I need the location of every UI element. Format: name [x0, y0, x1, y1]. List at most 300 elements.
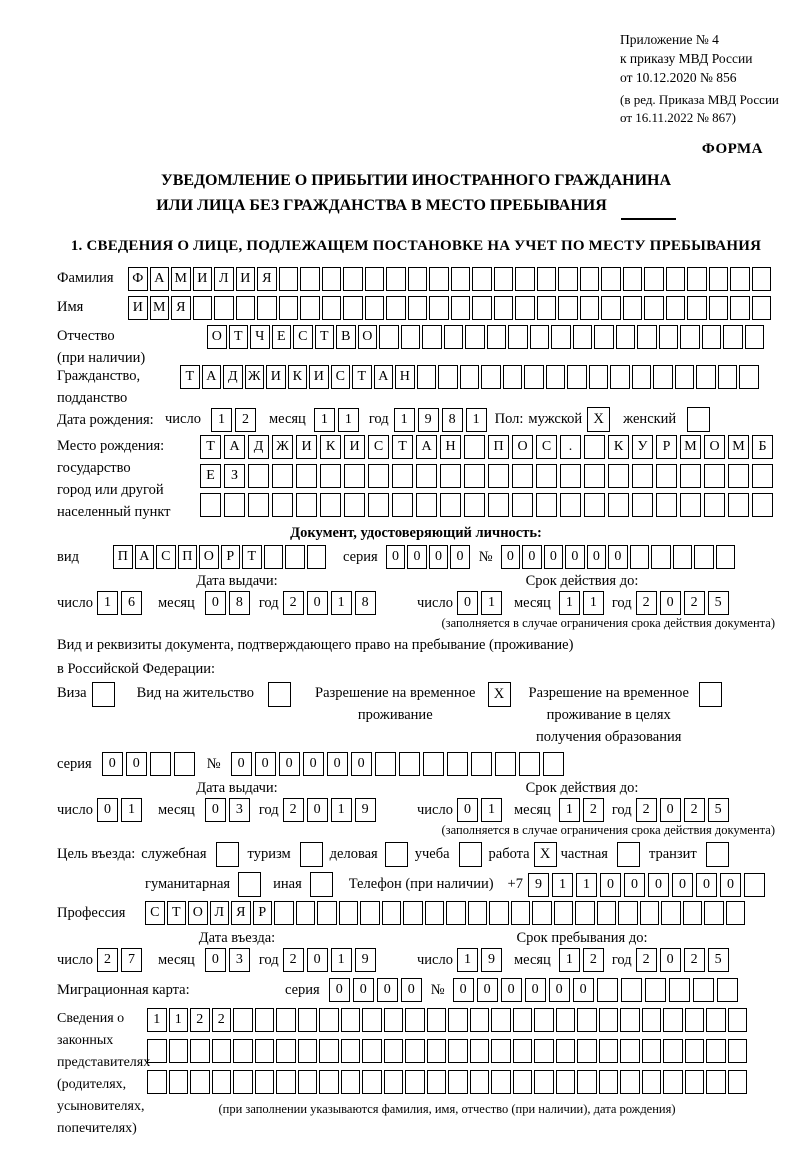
- char-cell[interactable]: [147, 1070, 167, 1094]
- char-cell[interactable]: М: [728, 435, 749, 459]
- char-cell[interactable]: [513, 1008, 533, 1032]
- char-cell[interactable]: [416, 493, 437, 517]
- char-cell[interactable]: 0: [327, 752, 348, 776]
- char-cell[interactable]: [491, 1008, 511, 1032]
- char-cell[interactable]: [599, 1008, 619, 1032]
- char-cell[interactable]: [440, 464, 461, 488]
- char-cell[interactable]: [365, 267, 385, 291]
- char-cell[interactable]: [730, 267, 750, 291]
- char-cell[interactable]: 1: [211, 408, 232, 432]
- char-cell[interactable]: [706, 1070, 726, 1094]
- char-cell[interactable]: [300, 267, 320, 291]
- char-cell[interactable]: 0: [353, 978, 374, 1002]
- char-cell[interactable]: Т: [352, 365, 372, 389]
- char-cell[interactable]: [401, 325, 421, 349]
- char-cell[interactable]: Н: [440, 435, 461, 459]
- gender-female-checkbox[interactable]: [687, 407, 710, 432]
- char-cell[interactable]: [429, 296, 449, 320]
- char-cell[interactable]: [460, 365, 480, 389]
- char-cell[interactable]: [706, 1039, 726, 1063]
- char-cell[interactable]: [339, 901, 359, 925]
- char-cell[interactable]: 0: [205, 948, 226, 972]
- char-cell[interactable]: [343, 267, 363, 291]
- char-cell[interactable]: [726, 901, 746, 925]
- char-cell[interactable]: [644, 267, 664, 291]
- char-cell[interactable]: [511, 901, 531, 925]
- char-cell[interactable]: Е: [200, 464, 221, 488]
- purpose-chastnaya-checkbox[interactable]: [617, 842, 640, 867]
- char-cell[interactable]: [399, 752, 420, 776]
- char-cell[interactable]: З: [224, 464, 245, 488]
- char-cell[interactable]: 2: [97, 948, 118, 972]
- char-cell[interactable]: [752, 296, 772, 320]
- char-cell[interactable]: [601, 267, 621, 291]
- char-cell[interactable]: 5: [708, 798, 729, 822]
- char-cell[interactable]: Т: [315, 325, 335, 349]
- char-cell[interactable]: 1: [559, 591, 580, 615]
- char-cell[interactable]: [673, 545, 693, 569]
- char-cell[interactable]: 0: [660, 591, 681, 615]
- purpose-rabota-checkbox[interactable]: X: [534, 842, 557, 867]
- char-cell[interactable]: [448, 1008, 468, 1032]
- char-cell[interactable]: [693, 978, 714, 1002]
- char-cell[interactable]: [279, 267, 299, 291]
- char-cell[interactable]: [429, 267, 449, 291]
- char-cell[interactable]: [620, 1070, 640, 1094]
- char-cell[interactable]: [379, 325, 399, 349]
- char-cell[interactable]: [669, 978, 690, 1002]
- char-cell[interactable]: [546, 365, 566, 389]
- char-cell[interactable]: [274, 901, 294, 925]
- char-cell[interactable]: [704, 464, 725, 488]
- char-cell[interactable]: [536, 464, 557, 488]
- char-cell[interactable]: [320, 464, 341, 488]
- char-cell[interactable]: [515, 267, 535, 291]
- char-cell[interactable]: [307, 545, 327, 569]
- char-cell[interactable]: [702, 325, 722, 349]
- char-cell[interactable]: [745, 325, 765, 349]
- char-cell[interactable]: [642, 1039, 662, 1063]
- char-cell[interactable]: У: [632, 435, 653, 459]
- char-cell[interactable]: [362, 1070, 382, 1094]
- char-cell[interactable]: .: [560, 435, 581, 459]
- char-cell[interactable]: [489, 901, 509, 925]
- char-cell[interactable]: [632, 365, 652, 389]
- char-cell[interactable]: К: [608, 435, 629, 459]
- purpose-inaya-checkbox[interactable]: [310, 872, 333, 897]
- char-cell[interactable]: [577, 1039, 597, 1063]
- char-cell[interactable]: [279, 296, 299, 320]
- char-cell[interactable]: [554, 901, 574, 925]
- char-cell[interactable]: [169, 1070, 189, 1094]
- char-cell[interactable]: [298, 1039, 318, 1063]
- char-cell[interactable]: А: [135, 545, 155, 569]
- char-cell[interactable]: [488, 493, 509, 517]
- char-cell[interactable]: 0: [407, 545, 427, 569]
- char-cell[interactable]: [637, 325, 657, 349]
- temp-residence-edu-checkbox[interactable]: [699, 682, 722, 707]
- char-cell[interactable]: 2: [636, 591, 657, 615]
- char-cell[interactable]: П: [488, 435, 509, 459]
- char-cell[interactable]: 2: [684, 948, 705, 972]
- char-cell[interactable]: [580, 267, 600, 291]
- char-cell[interactable]: [472, 296, 492, 320]
- char-cell[interactable]: М: [171, 267, 191, 291]
- char-cell[interactable]: 0: [351, 752, 372, 776]
- char-cell[interactable]: В: [336, 325, 356, 349]
- char-cell[interactable]: 0: [386, 545, 406, 569]
- char-cell[interactable]: 8: [355, 591, 376, 615]
- char-cell[interactable]: [470, 1070, 490, 1094]
- char-cell[interactable]: К: [320, 435, 341, 459]
- purpose-sluzhebnaya-checkbox[interactable]: [216, 842, 239, 867]
- char-cell[interactable]: [169, 1039, 189, 1063]
- char-cell[interactable]: [341, 1008, 361, 1032]
- char-cell[interactable]: [556, 1070, 576, 1094]
- char-cell[interactable]: [645, 978, 666, 1002]
- char-cell[interactable]: [448, 1070, 468, 1094]
- char-cell[interactable]: Ч: [250, 325, 270, 349]
- char-cell[interactable]: [392, 464, 413, 488]
- char-cell[interactable]: [416, 464, 437, 488]
- char-cell[interactable]: [405, 1039, 425, 1063]
- char-cell[interactable]: К: [288, 365, 308, 389]
- char-cell[interactable]: [233, 1070, 253, 1094]
- char-cell[interactable]: 0: [102, 752, 123, 776]
- char-cell[interactable]: [365, 296, 385, 320]
- char-cell[interactable]: [610, 365, 630, 389]
- char-cell[interactable]: И: [193, 267, 213, 291]
- char-cell[interactable]: [599, 1070, 619, 1094]
- char-cell[interactable]: [447, 752, 468, 776]
- char-cell[interactable]: [642, 1008, 662, 1032]
- char-cell[interactable]: [451, 296, 471, 320]
- char-cell[interactable]: [597, 978, 618, 1002]
- char-cell[interactable]: 2: [212, 1008, 232, 1032]
- char-cell[interactable]: 2: [636, 948, 657, 972]
- char-cell[interactable]: 2: [684, 591, 705, 615]
- char-cell[interactable]: С: [331, 365, 351, 389]
- char-cell[interactable]: [620, 1008, 640, 1032]
- char-cell[interactable]: [621, 978, 642, 1002]
- char-cell[interactable]: [343, 296, 363, 320]
- char-cell[interactable]: 0: [231, 752, 252, 776]
- char-cell[interactable]: [644, 296, 664, 320]
- char-cell[interactable]: 1: [331, 948, 352, 972]
- char-cell[interactable]: [706, 1008, 726, 1032]
- char-cell[interactable]: [264, 545, 284, 569]
- char-cell[interactable]: О: [704, 435, 725, 459]
- char-cell[interactable]: [368, 464, 389, 488]
- char-cell[interactable]: [704, 901, 724, 925]
- char-cell[interactable]: 2: [283, 591, 304, 615]
- char-cell[interactable]: 3: [229, 798, 250, 822]
- char-cell[interactable]: [573, 325, 593, 349]
- char-cell[interactable]: [513, 1070, 533, 1094]
- char-cell[interactable]: [200, 493, 221, 517]
- char-cell[interactable]: [405, 1070, 425, 1094]
- char-cell[interactable]: [427, 1039, 447, 1063]
- char-cell[interactable]: 2: [190, 1008, 210, 1032]
- char-cell[interactable]: [451, 267, 471, 291]
- char-cell[interactable]: [685, 1008, 705, 1032]
- char-cell[interactable]: [470, 1039, 490, 1063]
- char-cell[interactable]: [709, 296, 729, 320]
- char-cell[interactable]: 1: [97, 591, 118, 615]
- char-cell[interactable]: [470, 1008, 490, 1032]
- char-cell[interactable]: 0: [501, 978, 522, 1002]
- char-cell[interactable]: [717, 978, 738, 1002]
- char-cell[interactable]: [656, 493, 677, 517]
- char-cell[interactable]: [248, 464, 269, 488]
- char-cell[interactable]: 0: [544, 545, 564, 569]
- char-cell[interactable]: [752, 267, 772, 291]
- char-cell[interactable]: Т: [242, 545, 262, 569]
- char-cell[interactable]: [386, 296, 406, 320]
- temp-residence-checkbox[interactable]: X: [488, 682, 511, 707]
- char-cell[interactable]: [680, 464, 701, 488]
- gender-male-checkbox[interactable]: X: [587, 407, 610, 432]
- char-cell[interactable]: Т: [392, 435, 413, 459]
- char-cell[interactable]: 0: [450, 545, 470, 569]
- char-cell[interactable]: [341, 1039, 361, 1063]
- char-cell[interactable]: [190, 1070, 210, 1094]
- char-cell[interactable]: [663, 1008, 683, 1032]
- char-cell[interactable]: [620, 1039, 640, 1063]
- char-cell[interactable]: [212, 1070, 232, 1094]
- char-cell[interactable]: 0: [522, 545, 542, 569]
- char-cell[interactable]: [487, 325, 507, 349]
- char-cell[interactable]: Ф: [128, 267, 148, 291]
- char-cell[interactable]: С: [293, 325, 313, 349]
- char-cell[interactable]: [663, 1070, 683, 1094]
- char-cell[interactable]: 0: [549, 978, 570, 1002]
- char-cell[interactable]: 1: [481, 798, 502, 822]
- char-cell[interactable]: [728, 493, 749, 517]
- char-cell[interactable]: [601, 296, 621, 320]
- char-cell[interactable]: [744, 873, 765, 897]
- char-cell[interactable]: [494, 267, 514, 291]
- char-cell[interactable]: 0: [648, 873, 669, 897]
- char-cell[interactable]: 0: [205, 798, 226, 822]
- char-cell[interactable]: Е: [272, 325, 292, 349]
- char-cell[interactable]: [276, 1039, 296, 1063]
- char-cell[interactable]: [556, 1008, 576, 1032]
- char-cell[interactable]: [319, 1039, 339, 1063]
- char-cell[interactable]: [515, 296, 535, 320]
- char-cell[interactable]: 0: [279, 752, 300, 776]
- char-cell[interactable]: О: [207, 325, 227, 349]
- char-cell[interactable]: [494, 296, 514, 320]
- char-cell[interactable]: 0: [501, 545, 521, 569]
- char-cell[interactable]: [704, 493, 725, 517]
- char-cell[interactable]: [577, 1070, 597, 1094]
- char-cell[interactable]: [257, 296, 277, 320]
- char-cell[interactable]: [150, 752, 171, 776]
- char-cell[interactable]: [675, 365, 695, 389]
- char-cell[interactable]: 1: [576, 873, 597, 897]
- char-cell[interactable]: [730, 296, 750, 320]
- char-cell[interactable]: Т: [180, 365, 200, 389]
- char-cell[interactable]: [512, 493, 533, 517]
- char-cell[interactable]: 0: [126, 752, 147, 776]
- char-cell[interactable]: [584, 493, 605, 517]
- char-cell[interactable]: [319, 1008, 339, 1032]
- char-cell[interactable]: 2: [583, 948, 604, 972]
- char-cell[interactable]: [651, 545, 671, 569]
- char-cell[interactable]: [661, 901, 681, 925]
- char-cell[interactable]: [728, 1070, 748, 1094]
- char-cell[interactable]: [344, 464, 365, 488]
- char-cell[interactable]: 0: [457, 591, 478, 615]
- char-cell[interactable]: [519, 752, 540, 776]
- char-cell[interactable]: [298, 1070, 318, 1094]
- char-cell[interactable]: [536, 493, 557, 517]
- char-cell[interactable]: О: [188, 901, 208, 925]
- char-cell[interactable]: 5: [708, 948, 729, 972]
- char-cell[interactable]: А: [150, 267, 170, 291]
- char-cell[interactable]: 0: [573, 978, 594, 1002]
- char-cell[interactable]: 0: [97, 798, 118, 822]
- char-cell[interactable]: Я: [171, 296, 191, 320]
- char-cell[interactable]: Л: [210, 901, 230, 925]
- char-cell[interactable]: А: [416, 435, 437, 459]
- char-cell[interactable]: [272, 464, 293, 488]
- char-cell[interactable]: 0: [453, 978, 474, 1002]
- char-cell[interactable]: Ж: [272, 435, 293, 459]
- char-cell[interactable]: И: [266, 365, 286, 389]
- char-cell[interactable]: [444, 325, 464, 349]
- char-cell[interactable]: [599, 1039, 619, 1063]
- char-cell[interactable]: [276, 1008, 296, 1032]
- char-cell[interactable]: 2: [684, 798, 705, 822]
- char-cell[interactable]: [360, 901, 380, 925]
- char-cell[interactable]: [214, 296, 234, 320]
- char-cell[interactable]: 0: [600, 873, 621, 897]
- char-cell[interactable]: [589, 365, 609, 389]
- char-cell[interactable]: [687, 296, 707, 320]
- char-cell[interactable]: 0: [477, 978, 498, 1002]
- char-cell[interactable]: 0: [660, 798, 681, 822]
- char-cell[interactable]: С: [536, 435, 557, 459]
- char-cell[interactable]: [728, 1008, 748, 1032]
- char-cell[interactable]: 0: [608, 545, 628, 569]
- char-cell[interactable]: 0: [696, 873, 717, 897]
- char-cell[interactable]: [368, 493, 389, 517]
- char-cell[interactable]: [362, 1039, 382, 1063]
- char-cell[interactable]: 1: [169, 1008, 189, 1032]
- char-cell[interactable]: 0: [329, 978, 350, 1002]
- char-cell[interactable]: [255, 1039, 275, 1063]
- char-cell[interactable]: [640, 901, 660, 925]
- char-cell[interactable]: 7: [121, 948, 142, 972]
- char-cell[interactable]: 2: [583, 798, 604, 822]
- char-cell[interactable]: О: [512, 435, 533, 459]
- char-cell[interactable]: [255, 1008, 275, 1032]
- char-cell[interactable]: Р: [656, 435, 677, 459]
- char-cell[interactable]: 1: [583, 591, 604, 615]
- char-cell[interactable]: И: [128, 296, 148, 320]
- char-cell[interactable]: [630, 545, 650, 569]
- char-cell[interactable]: [427, 1008, 447, 1032]
- char-cell[interactable]: О: [199, 545, 219, 569]
- char-cell[interactable]: А: [374, 365, 394, 389]
- char-cell[interactable]: [560, 493, 581, 517]
- char-cell[interactable]: О: [358, 325, 378, 349]
- char-cell[interactable]: Т: [200, 435, 221, 459]
- char-cell[interactable]: [276, 1070, 296, 1094]
- char-cell[interactable]: [422, 325, 442, 349]
- char-cell[interactable]: [320, 493, 341, 517]
- char-cell[interactable]: [623, 296, 643, 320]
- char-cell[interactable]: [472, 267, 492, 291]
- char-cell[interactable]: [513, 1039, 533, 1063]
- char-cell[interactable]: Т: [229, 325, 249, 349]
- char-cell[interactable]: [752, 493, 773, 517]
- char-cell[interactable]: Б: [752, 435, 773, 459]
- char-cell[interactable]: [465, 325, 485, 349]
- char-cell[interactable]: [322, 296, 342, 320]
- char-cell[interactable]: [384, 1008, 404, 1032]
- char-cell[interactable]: 0: [307, 798, 328, 822]
- purpose-delovaya-checkbox[interactable]: [385, 842, 408, 867]
- char-cell[interactable]: Т: [167, 901, 187, 925]
- char-cell[interactable]: [685, 1070, 705, 1094]
- char-cell[interactable]: 0: [401, 978, 422, 1002]
- char-cell[interactable]: [752, 464, 773, 488]
- char-cell[interactable]: [190, 1039, 210, 1063]
- char-cell[interactable]: [341, 1070, 361, 1094]
- char-cell[interactable]: [632, 464, 653, 488]
- char-cell[interactable]: [530, 325, 550, 349]
- char-cell[interactable]: 0: [307, 591, 328, 615]
- char-cell[interactable]: Р: [221, 545, 241, 569]
- char-cell[interactable]: [255, 1070, 275, 1094]
- char-cell[interactable]: 2: [636, 798, 657, 822]
- char-cell[interactable]: [680, 325, 700, 349]
- char-cell[interactable]: [212, 1039, 232, 1063]
- char-cell[interactable]: [495, 752, 516, 776]
- char-cell[interactable]: [723, 325, 743, 349]
- char-cell[interactable]: [236, 296, 256, 320]
- char-cell[interactable]: [296, 493, 317, 517]
- char-cell[interactable]: [597, 901, 617, 925]
- char-cell[interactable]: [344, 493, 365, 517]
- char-cell[interactable]: [663, 1039, 683, 1063]
- char-cell[interactable]: И: [296, 435, 317, 459]
- char-cell[interactable]: И: [344, 435, 365, 459]
- char-cell[interactable]: 1: [338, 408, 359, 432]
- char-cell[interactable]: Л: [214, 267, 234, 291]
- char-cell[interactable]: Я: [231, 901, 251, 925]
- char-cell[interactable]: [623, 267, 643, 291]
- char-cell[interactable]: [537, 296, 557, 320]
- char-cell[interactable]: [464, 435, 485, 459]
- char-cell[interactable]: М: [150, 296, 170, 320]
- char-cell[interactable]: С: [145, 901, 165, 925]
- char-cell[interactable]: Р: [253, 901, 273, 925]
- char-cell[interactable]: 1: [552, 873, 573, 897]
- char-cell[interactable]: М: [680, 435, 701, 459]
- char-cell[interactable]: [558, 296, 578, 320]
- char-cell[interactable]: 1: [331, 798, 352, 822]
- char-cell[interactable]: 0: [565, 545, 585, 569]
- char-cell[interactable]: [193, 296, 213, 320]
- char-cell[interactable]: [403, 901, 423, 925]
- char-cell[interactable]: 9: [355, 948, 376, 972]
- char-cell[interactable]: [322, 267, 342, 291]
- char-cell[interactable]: [739, 365, 759, 389]
